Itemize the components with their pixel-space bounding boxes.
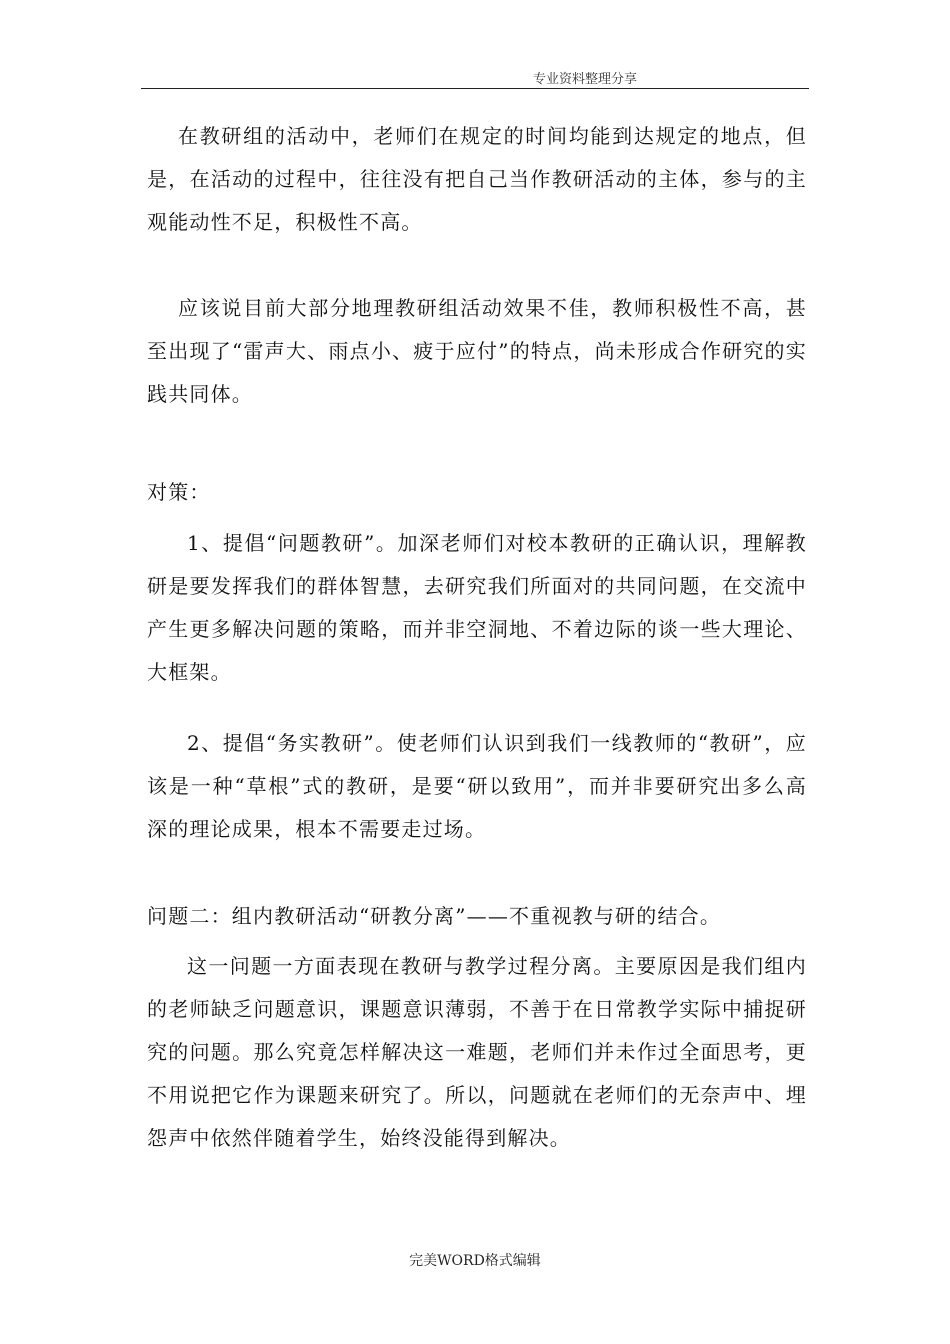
- paragraph-problem-two-heading: 问题二：组内教研活动“研教分离”——不重视教与研的结合。: [147, 904, 722, 928]
- paragraph-countermeasures-heading: 对策：: [147, 480, 211, 504]
- paragraph-strategy-2: 2、提倡“务实教研”。使老师们认识到我们一线教师的“教研”，应该是一种“草根”式的教研，是要“研以致用”，而并非要研究出多么高深的理论成果，根本不需要走过场。: [147, 731, 807, 841]
- header-rule: [141, 88, 809, 89]
- paragraph-1: 在教研组的活动中，老师们在规定的时间均能到达规定的地点，但是，在活动的过程中，往往没有把自己当作教研活动的主体，参与的主观能动性不足，积极性不高。: [147, 124, 807, 234]
- paragraph-2: 应该说目前大部分地理教研组活动效果不佳，教师积极性不高，甚至出现了“雷声大、雨点小、疲于应付”的特点，尚未形成合作研究的实践共同体。: [147, 296, 807, 406]
- page-footer: [0, 1250, 950, 1270]
- paragraph-strategy-1: 1、提倡“问题教研”。加深老师们对校本教研的正确认识，理解教研是要发挥我们的群体智慧，去研究我们所面对的共同问题，在交流中产生更多解决问题的策略，而并非空洞地、不着边际的谈一些大理论、大框架。: [147, 531, 807, 684]
- header-text: 专业资料整理分享: [533, 72, 638, 87]
- footer-text: 完美WORD格式编辑: [409, 1253, 541, 1269]
- paragraph-problem-two-body: 这一问题一方面表现在教研与教学过程分离。主要原因是我们组内的老师缺乏问题意识，课题意识薄弱，不善于在日常教学实际中捕捉研究的问题。那么究竟怎样解决这一难题，老师们并未作过全面思考，更不用说把它作为课题来研究了。所以，问题就在老师们的无奈声中、埋怨声中依然伴随着学生，始终没能得到解决。: [147, 954, 807, 1150]
